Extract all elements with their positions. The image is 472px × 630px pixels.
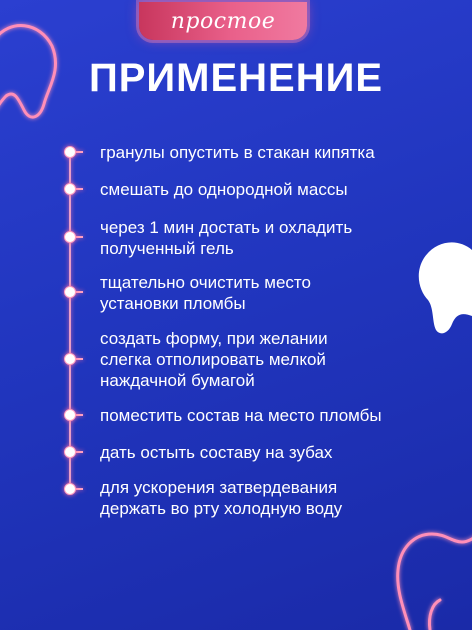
step-line: поместить состав на место пломбы [100,406,382,425]
step-line: тщательно очистить место [100,273,311,292]
step-text [100,272,430,314]
step-text [100,477,430,519]
timeline-dot-icon [64,446,76,458]
step-line: смешать до однородной массы [100,180,348,199]
step-text [100,442,430,463]
step-line: наждачной бумагой [100,371,255,390]
timeline-dot-icon [64,183,76,195]
step-text [100,142,430,163]
badge [139,2,307,40]
step-line: слегка отполировать мелкой [100,350,326,369]
step-line: полученный гель [100,239,234,258]
timeline-dot-icon [64,286,76,298]
step-line: установки пломбы [100,294,246,313]
step-text [100,179,430,200]
step-line: через 1 мин достать и охладить [100,218,353,237]
timeline-dot-icon [64,231,76,243]
timeline-dot-icon [64,483,76,495]
step-line: для ускорения затвердевания [100,478,338,497]
badge-text: простое [170,8,276,34]
timeline-dot-icon [64,146,76,158]
step-line: создать форму, при желании [100,329,328,348]
step-line: дать остыть составу на зубах [100,443,333,462]
step-line: гранулы опустить в стакан кипятка [100,143,375,162]
timeline-dot-icon [64,409,76,421]
step-text [100,328,430,391]
page-title: ПРИМЕНЕНИЕ [88,56,384,100]
timeline-line [69,150,71,492]
step-text [100,217,430,259]
step-line: держать во рту холодную воду [100,499,343,518]
timeline-dot-icon [64,353,76,365]
step-text [100,405,430,426]
